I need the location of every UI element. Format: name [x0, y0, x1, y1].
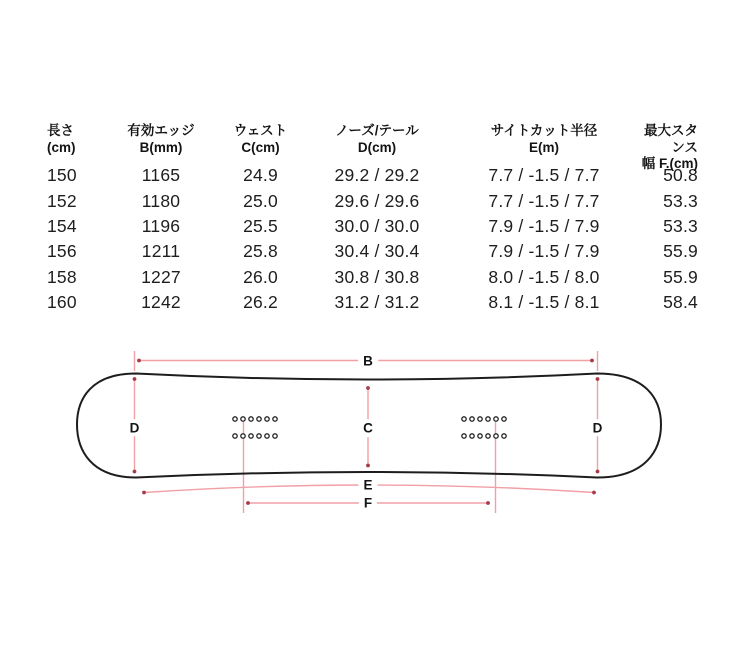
insert-hole	[257, 417, 261, 421]
table-cell: 31.2 / 31.2	[334, 292, 420, 313]
header-line: (cm)	[47, 139, 76, 155]
table-cell: 50.8	[663, 165, 698, 186]
insert-hole	[273, 417, 277, 421]
table-cell: 150	[47, 165, 77, 186]
table-cell: 1242	[141, 292, 181, 313]
table-cell: 26.0	[243, 266, 278, 287]
table-cell: 30.4 / 30.4	[334, 241, 420, 262]
header-line: E(m)	[529, 139, 559, 155]
header-line: サイトカット半径	[490, 123, 598, 138]
insert-hole	[478, 434, 482, 438]
table-cell: 55.9	[663, 266, 698, 287]
header-line: ノーズ/テール	[335, 123, 419, 138]
table-cell: 156	[47, 241, 77, 262]
header-line: ウェスト	[233, 123, 288, 138]
dim-label-d-right: D	[588, 419, 608, 437]
table-cell: 53.3	[663, 215, 698, 236]
insert-hole	[502, 434, 506, 438]
insert-hole	[265, 434, 269, 438]
insert-hole	[494, 417, 498, 421]
dim-label-d-left: D	[125, 419, 145, 437]
insert-hole	[486, 434, 490, 438]
table-cell: 26.2	[243, 292, 278, 313]
dim-label-f: F	[359, 494, 377, 512]
table-cell: 154	[47, 215, 77, 236]
insert-hole	[257, 434, 261, 438]
header-line: C(cm)	[241, 139, 280, 155]
insert-hole	[273, 434, 277, 438]
table-cell: 7.9 / -1.5 / 7.9	[488, 241, 600, 262]
table-cell: 7.9 / -1.5 / 7.9	[488, 215, 600, 236]
header-line: 有効エッジ	[127, 123, 195, 138]
insert-hole	[462, 434, 466, 438]
table-cell: 24.9	[243, 165, 278, 186]
table-cell: 58.4	[663, 292, 698, 313]
insert-hole	[233, 417, 237, 421]
insert-hole	[249, 417, 253, 421]
insert-hole	[249, 434, 253, 438]
header-line: 幅 F.(cm)	[641, 156, 698, 171]
table-cell: 53.3	[663, 190, 698, 211]
insert-hole	[233, 434, 237, 438]
insert-hole	[241, 417, 245, 421]
header-line: B(mm)	[139, 139, 183, 155]
insert-hole	[462, 417, 466, 421]
table-cell: 1227	[141, 266, 181, 287]
insert-hole	[502, 417, 506, 421]
table-cell: 7.7 / -1.5 / 7.7	[488, 190, 600, 211]
table-cell: 55.9	[663, 241, 698, 262]
insert-hole	[470, 417, 474, 421]
dim-label-b: B	[358, 352, 378, 370]
table-cell: 25.0	[243, 190, 278, 211]
insert-hole	[478, 417, 482, 421]
insert-hole	[486, 417, 490, 421]
dim-label-c: C	[358, 419, 378, 437]
table-cell: 30.8 / 30.8	[334, 266, 420, 287]
insert-hole	[265, 417, 269, 421]
table-cell: 160	[47, 292, 77, 313]
header-line: 最大スタンス	[644, 123, 698, 155]
table-cell: 8.1 / -1.5 / 8.1	[488, 292, 600, 313]
insert-hole	[241, 434, 245, 438]
table-cell: 1180	[141, 190, 181, 211]
insert-hole	[470, 434, 474, 438]
table-cell: 25.8	[243, 241, 278, 262]
table-cell: 158	[47, 266, 77, 287]
table-cell: 1211	[141, 241, 181, 262]
table-cell: 152	[47, 190, 77, 211]
insert-hole	[494, 434, 498, 438]
dim-label-e: E	[358, 476, 377, 494]
header-line: D(cm)	[357, 139, 397, 155]
table-cell: 25.5	[243, 215, 278, 236]
table-cell: 29.2 / 29.2	[334, 165, 420, 186]
table-cell: 30.0 / 30.0	[334, 215, 420, 236]
header-line: 長さ	[47, 123, 74, 138]
table-cell: 8.0 / -1.5 / 8.0	[488, 266, 600, 287]
table-cell: 7.7 / -1.5 / 7.7	[488, 165, 600, 186]
table-cell: 29.6 / 29.6	[334, 190, 420, 211]
table-cell: 1165	[141, 165, 181, 186]
table-cell: 1196	[141, 215, 181, 236]
